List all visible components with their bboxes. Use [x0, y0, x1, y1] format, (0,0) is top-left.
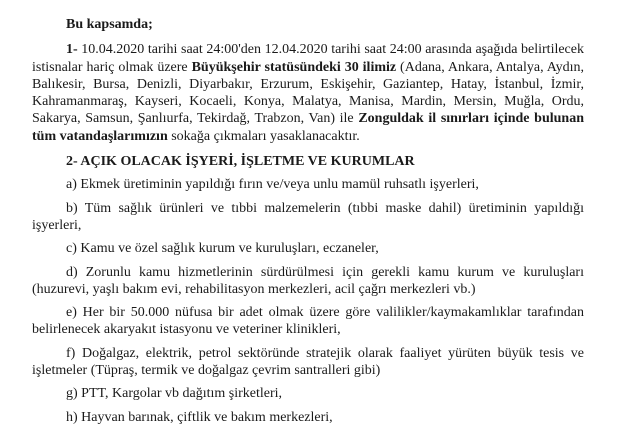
section-1-bold-b: Zonguldak il sınırları içinde bulunan tüm vatandaşlarımızın	[32, 111, 584, 144]
section-1-text-a: 10.04.2020 tarihi saat 24:00'den 12.04.2020 tarihi saat 24:00 arasında aşağıda belirtilecek istisnalar hariç olmak üzere	[32, 42, 584, 75]
list-item-b: b) Tüm sağlık ürünleri ve tıbbi malzemelerin (tıbbi maske dahil) üretiminin yapıldığı işyerleri,	[32, 200, 584, 233]
list-item-a: a) Ekmek üretiminin yapıldığı fırın ve/veya unlu mamül ruhsatlı işyerleri,	[66, 177, 479, 193]
section-1-text-c: sokağa çıkmaları yasaklanacaktır.	[167, 128, 360, 144]
section-1-paragraph	[32, 41, 584, 145]
section-1-text-b: (Adana, Ankara, Antalya, Aydın, Balıkesir, Bursa, Denizli, Diyarbakır, Erzurum, Eskişehir, Gaziantep, Hatay, İstanbul, İzmir, Kahramanmaraş, Kayseri, Kocaeli, Konya, Malatya, Manisa, Mardin, Mersin, Muğla, Ordu, Sakarya, Samsun, Şanlıurfa, Tekirdağ, Trabzon, Van) ile	[32, 59, 584, 127]
list-item-h: h) Hayvan barınak, çiftlik ve bakım merkezleri,	[66, 409, 333, 425]
section-2-heading: 2- AÇIK OLACAK İŞYERİ, İŞLETME VE KURUMLAR	[66, 154, 415, 170]
section-1-number: 1-	[66, 42, 78, 58]
list-item-d: d) Zorunlu kamu hizmetlerinin sürdürülmesi için gerekli kamu kurum ve kuruluşları (huzurevi, yaşlı bakım evi, rehabilitasyon merkezleri, acil çağrı merkezleri vb.)	[32, 264, 584, 297]
document-page	[32, 0, 584, 426]
list-item-c: c) Kamu ve özel sağlık kurum ve kuruluşları, eczaneler,	[66, 241, 379, 257]
list-item-f: f) Doğalgaz, elektrik, petrol sektöründe stratejik olarak faaliyet yürüten büyük tesis ve işletmeler (Tüpraş, termik ve doğalgaz çevrim santralleri gibi)	[32, 345, 584, 379]
list-item-g: g) PTT, Kargolar vb dağıtım şirketleri,	[66, 386, 283, 402]
intro-heading: Bu kapsamda;	[66, 17, 153, 32]
list-item-e: e) Her bir 50.000 nüfusa bir adet olmak üzere göre valilikler/kaymakamlıklar tarafından belirlenecek akaryakıt istasyonu ve veteriner klinikleri,	[32, 305, 584, 338]
section-1-bold-a: Büyükşehir statüsündeki 30 ilimiz	[191, 59, 397, 75]
